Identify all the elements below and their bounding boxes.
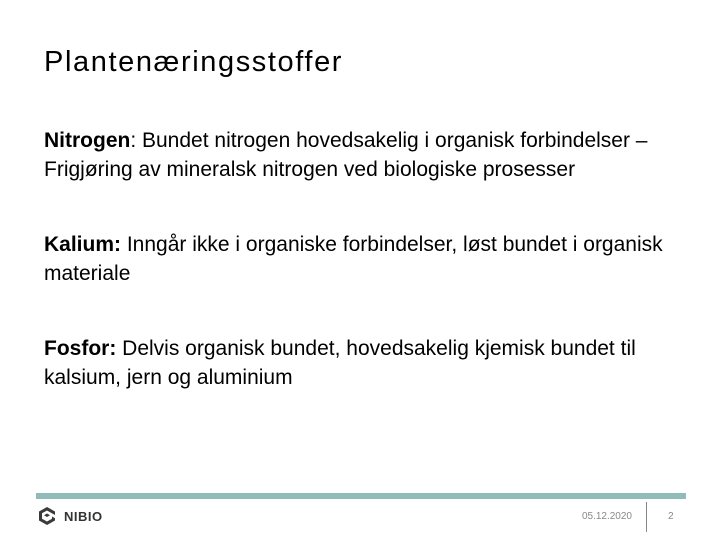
logo-text: NIBIO xyxy=(64,508,103,524)
nibio-logo-icon xyxy=(36,505,58,527)
slide-date: 05.12.2020 xyxy=(581,511,632,522)
slide-body xyxy=(44,126,684,438)
paragraph-text: Delvis organisk bundet, hovedsakelig kjemisk bundet til kalsium, jern og aluminium xyxy=(44,337,636,389)
footer-separator xyxy=(646,502,647,532)
slide-title: Plantenæringsstoffer xyxy=(44,46,344,78)
paragraph-label: Nitrogen xyxy=(44,129,131,152)
paragraph-kalium xyxy=(44,230,684,288)
paragraph-label: Kalium: xyxy=(44,233,122,256)
paragraph-text: Inngår ikke i organiske forbindelser, løst bundet i organisk materiale xyxy=(44,233,663,285)
paragraph-text: : Bundet nitrogen hovedsakelig i organisk forbindelser – Frigjøring av mineralsk nitrogen ved biologiske prosesser xyxy=(44,129,648,181)
paragraph-nitrogen xyxy=(44,126,684,184)
paragraph-label: Fosfor: xyxy=(44,337,117,360)
footer-divider xyxy=(36,493,686,499)
nibio-logo xyxy=(36,505,103,527)
page-number: 2 xyxy=(668,511,674,522)
paragraph-fosfor xyxy=(44,334,684,392)
